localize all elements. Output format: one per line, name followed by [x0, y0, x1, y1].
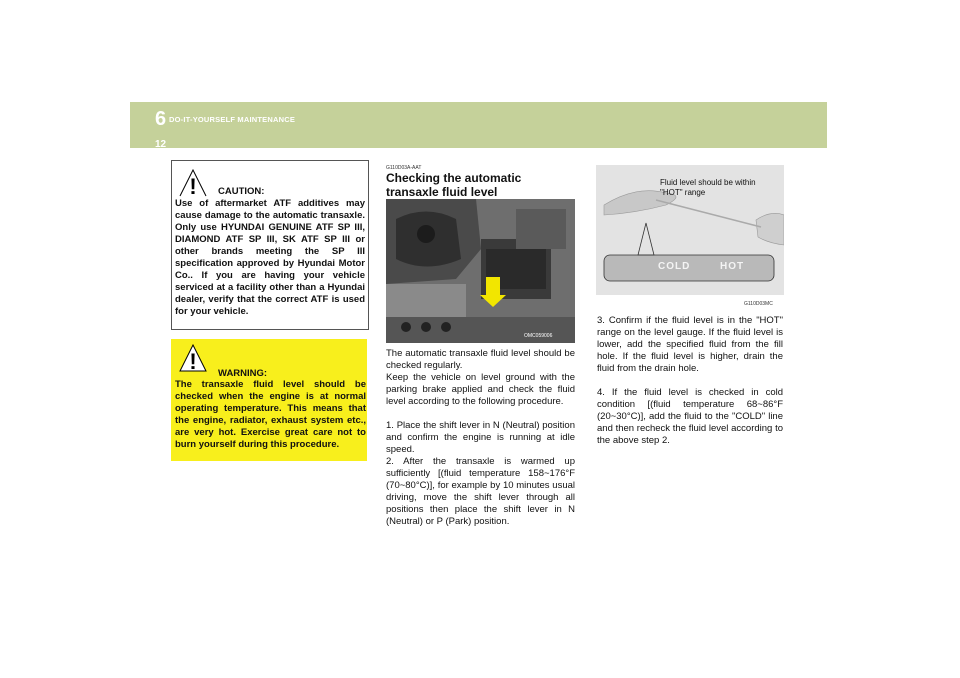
- chapter-number: 6: [155, 108, 167, 130]
- hot-label: HOT: [720, 261, 745, 272]
- chapter-header-band: [130, 102, 827, 148]
- figure-caption: Fluid level should be within "HOT" range: [660, 178, 756, 197]
- engine-photo: [386, 199, 575, 343]
- svg-text:!: !: [189, 174, 197, 198]
- intro-text: The automatic transaxle fluid level should be checked regularly.: [386, 348, 575, 371]
- svg-text:!: !: [189, 349, 197, 373]
- warning-title: WARNING:: [218, 368, 268, 379]
- exclamation-icon: [176, 168, 210, 198]
- section-code: G110D03A-AAT: [386, 165, 422, 171]
- step-1: 1. Place the shift lever in N (Neutral) position and confirm the engine is running at idle speed.: [386, 420, 575, 455]
- chapter-title: DO-IT-YOURSELF MAINTENANCE: [169, 115, 296, 124]
- step-3: 3. Confirm if the fluid level is in the "HOT" range on the level gauge. If the fluid level is lower, add the specified fluid from the fill hole. If the fluid level is higher, drain the fluid from the drain hole.: [597, 315, 783, 374]
- cold-label: COLD: [658, 261, 691, 272]
- warning-body: The transaxle fluid level should be checked when the engine is at normal operating temperature. This means that the engine, radiator, exhaust system etc., are very hot. Exercise great care not to burn yourself during this procedure.: [175, 379, 366, 450]
- exclamation-icon: [176, 343, 210, 373]
- caution-title: CAUTION:: [218, 186, 265, 197]
- step-2: 2. After the transaxle is warmed up sufficiently [(fluid temperature 158~176°F (70~80°C)], for example by 10 minutes usual driving, move the shift lever through all positions then place the shift lever in N (Neutral) or P (Park) position.: [386, 456, 575, 527]
- photo-code: OMC059006: [524, 333, 553, 339]
- page-number: 12: [155, 139, 167, 150]
- figure-code: G110D03MC: [744, 301, 773, 307]
- engine-illustration: [386, 199, 575, 343]
- step-4: 4. If the fluid level is checked in cold condition [(fluid temperature 68~86°F (20~30°C)], add the fluid to the "COLD" line and then recheck the fluid level according to the above step 2.: [597, 387, 783, 446]
- caution-body: Use of aftermarket ATF additives may cause damage to the automatic transaxle. Only use HYUNDAI GENUINE ATF SP III, DIAMOND ATF SP III, SK ATF SP III or other brands meeting the SP III specification approved by Hyundai Motor Co.. If you are having your vehicle serviced at a facility other than a Hyundai dealer, verify that the correct ATF is used for your vehicle.: [175, 198, 365, 317]
- section-heading: Checking the automatic transaxle fluid level: [386, 171, 522, 199]
- intro-text-2: Keep the vehicle on level ground with the parking brake applied and check the fluid level according to the following procedure.: [386, 372, 575, 407]
